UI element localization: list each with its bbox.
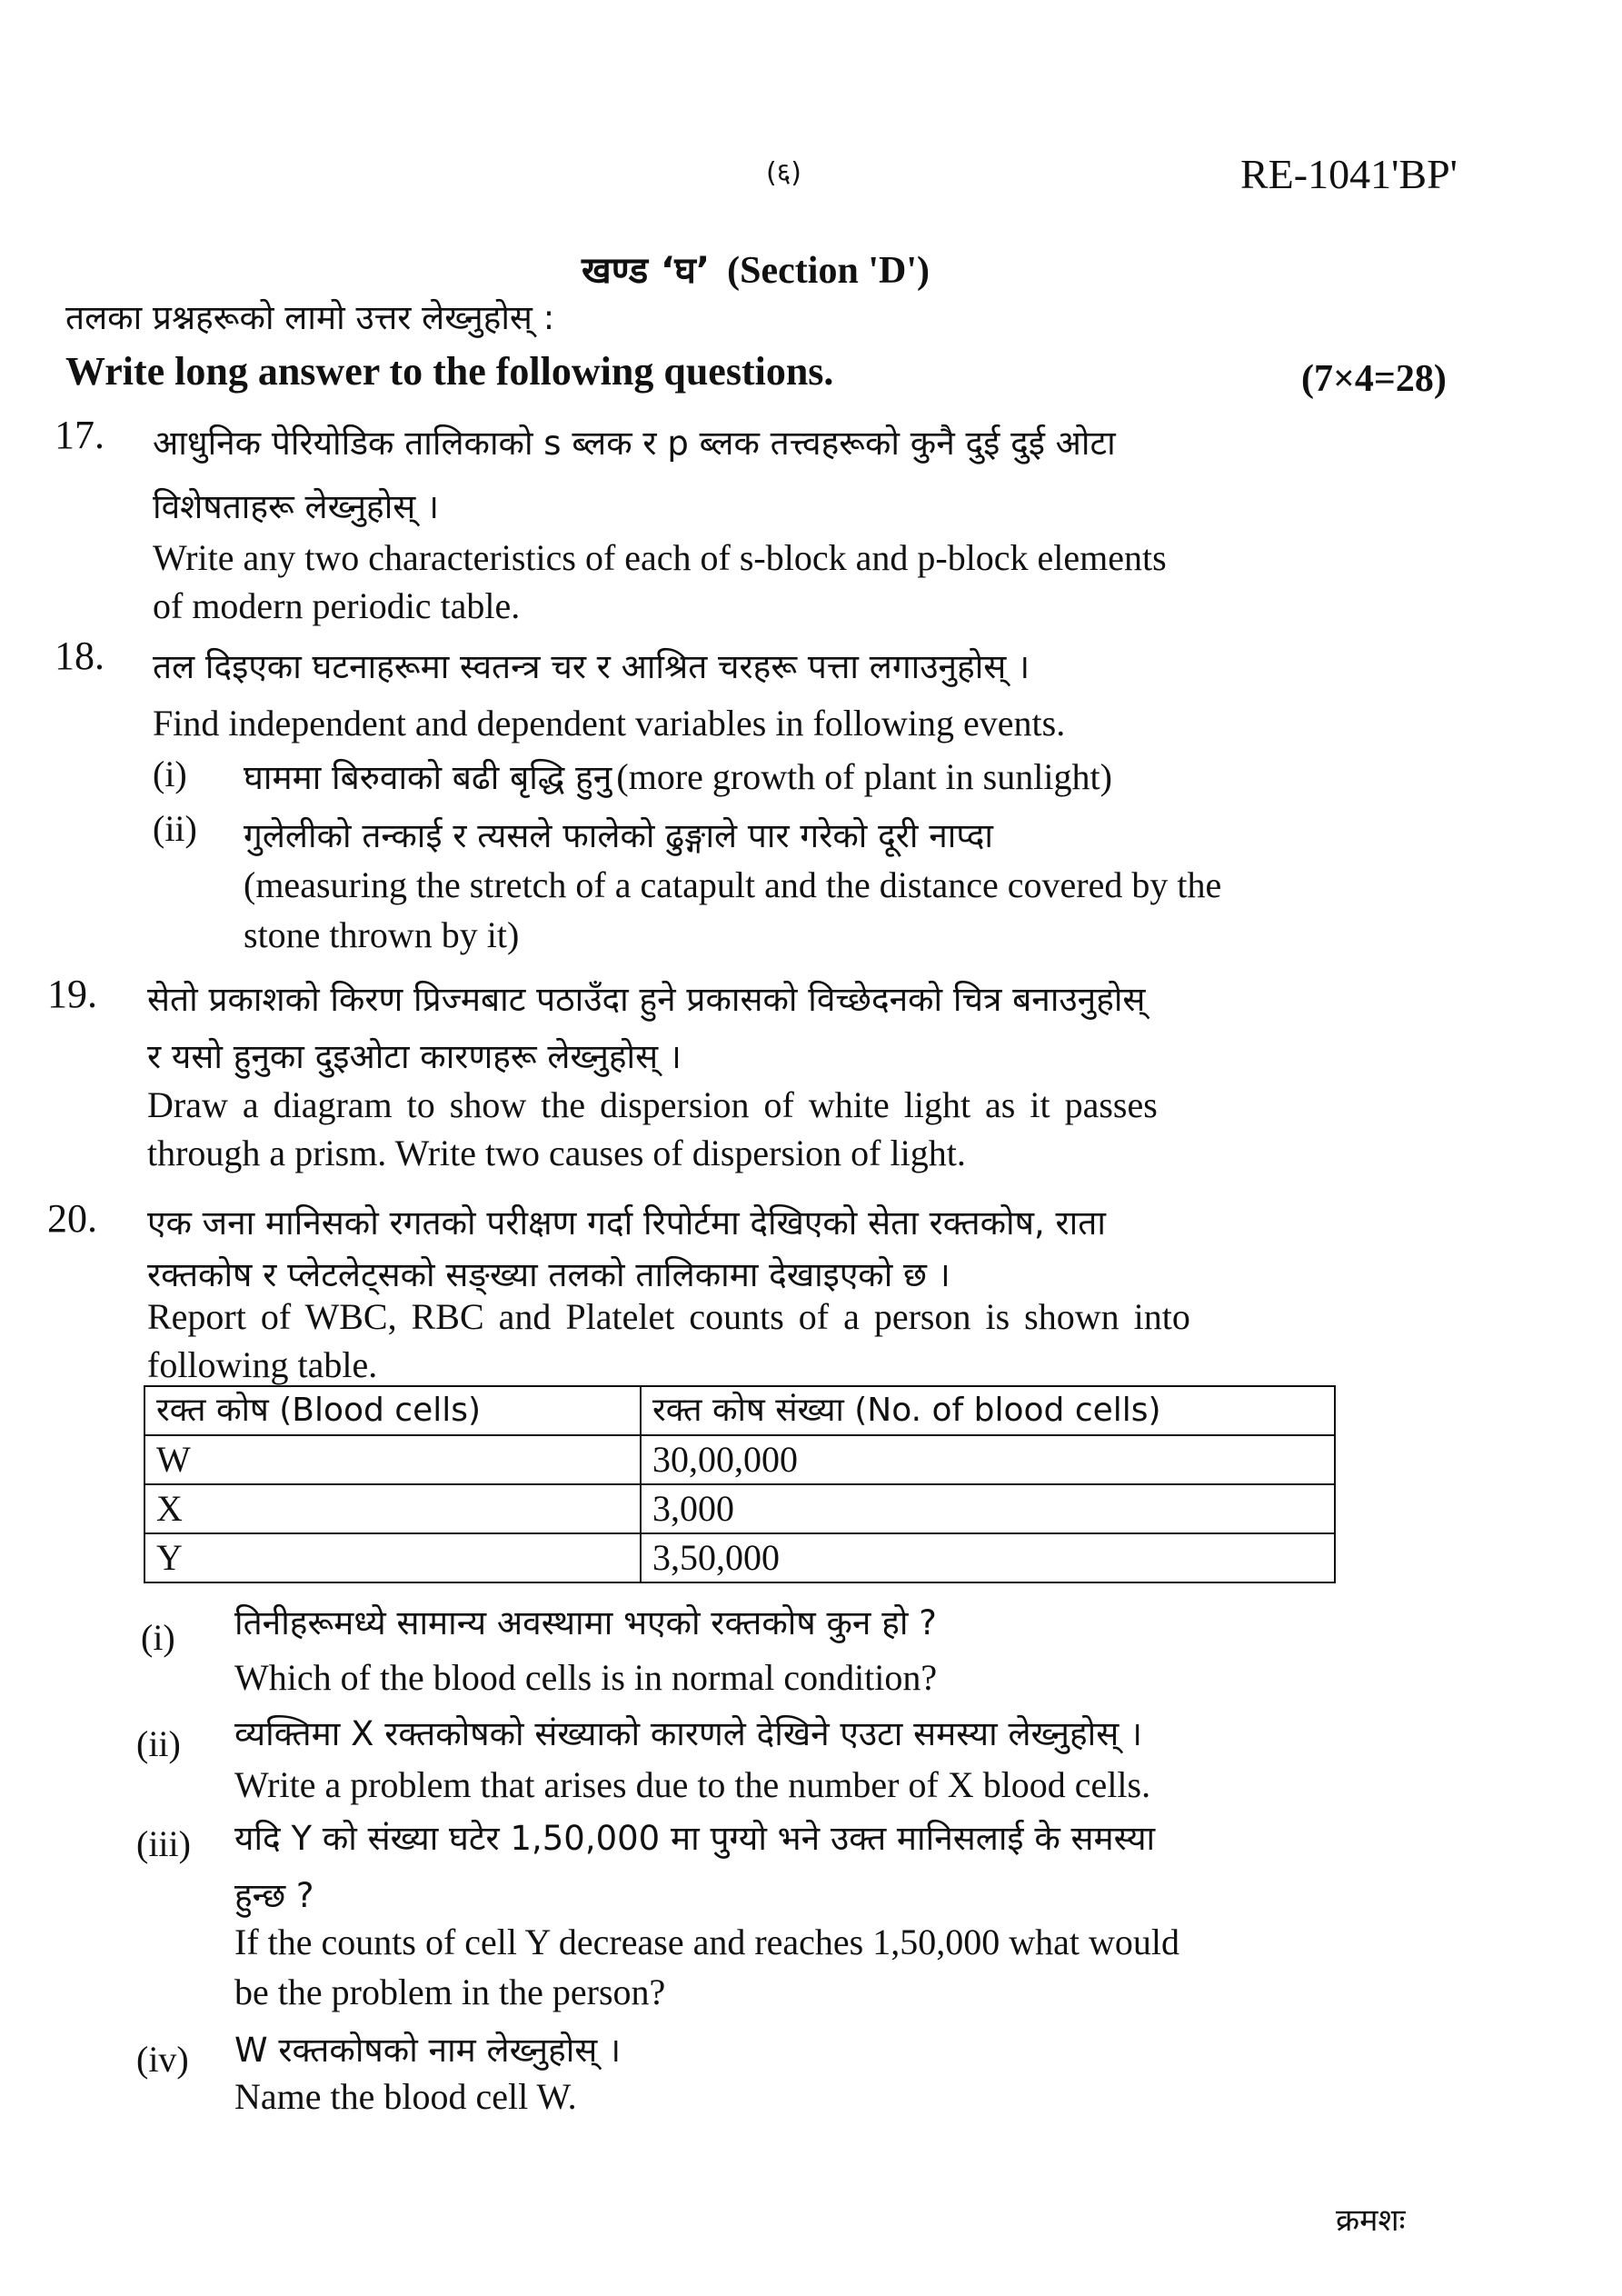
- section-title: [582, 244, 930, 294]
- q20-en-line1: Report of WBC, RBC and Platelet counts of a person is shown into: [147, 1296, 1190, 1337]
- q18-item-1-en: (more growth of plant in sunlight): [616, 756, 1112, 797]
- q20-np-line2: रक्तकोष र प्लेटलेट्सको सङ्ख्या तलको तालिकामा देखाइएको छ ।: [147, 1255, 950, 1294]
- q20-sub-1-np: तिनीहरूमध्ये सामान्य अवस्थामा भएको रक्तकोष कुन हो ?: [234, 1603, 937, 1642]
- q18-item-1-np: घाममा बिरुवाको बढी बृद्धि हुनु: [244, 758, 612, 797]
- table-cell: W: [144, 1435, 641, 1484]
- q18-en: Find independent and dependent variables in following events.: [153, 703, 1066, 744]
- table-row: [144, 1533, 1335, 1582]
- q18-item-2-label: (ii): [153, 808, 197, 849]
- question-number-17: 17.: [55, 413, 104, 457]
- table-cell: X: [144, 1484, 641, 1533]
- table-cell: 30,00,000: [641, 1435, 1335, 1484]
- instruction-np: तलका प्रश्नहरूको लामो उत्तर लेख्नुहोस् :: [65, 298, 555, 337]
- q18-item-1-label: (i): [153, 754, 187, 794]
- q18-item-2-en-line1: (measuring the stretch of a catapult and the distance covered by the: [244, 864, 1222, 905]
- instruction-en: Write long answer to the following questions.: [65, 349, 834, 394]
- q19-en-line2: through a prism. Write two causes of dispersion of light.: [147, 1133, 966, 1173]
- table-cell: 3,000: [641, 1484, 1335, 1533]
- q17-np-line1: आधुनिक पेरियोडिक तालिकाको s ब्लक र p ब्लक तत्त्वहरूको कुनै दुई दुई ओटा: [153, 424, 1116, 463]
- question-number-20: 20.: [47, 1196, 97, 1241]
- q20-sub-1-en: Which of the blood cells is in normal condition?: [234, 1657, 938, 1698]
- q20-sub-3-np-line1: यदि Y को संख्या घटेर 1,50,000 मा पुग्यो भने उक्त मानिसलाई के समस्या: [234, 1819, 1156, 1858]
- q18-item-1: [244, 753, 1112, 799]
- table-header-row: [144, 1386, 1335, 1435]
- q20-sub-2-en: Write a problem that arises due to the number of X blood cells.: [234, 1764, 1151, 1805]
- q19-np-line1: सेतो प्रकाशको किरण प्रिज्मबाट पठाउँदा हुने प्रकासको विच्छेदनको चित्र बनाउनुहोस्: [147, 980, 1146, 1019]
- question-number-19: 19.: [47, 972, 97, 1016]
- q17-en-line2: of modern periodic table.: [153, 585, 521, 626]
- section-title-en: (Section 'D'): [727, 250, 930, 292]
- marks: (7×4=28): [1301, 358, 1447, 400]
- table-cell: 3,50,000: [641, 1533, 1335, 1582]
- paper-code: RE-1041'BP': [1240, 151, 1458, 197]
- q19-np-line2: र यसो हुनुका दुइओटा कारणहरू लेख्नुहोस् ।: [147, 1037, 682, 1076]
- q18-item-2-np: गुलेलीको तन्काई र त्यसले फालेको ढुङ्गाले पार गरेको दूरी नाप्दा: [244, 816, 993, 855]
- q20-sub-3-np-line2: हुन्छ ?: [234, 1876, 314, 1915]
- q20-sub-2-np: व्यक्तिमा X रक्तकोषको संख्याको कारणले देखिने एउटा समस्या लेख्नुहोस् ।: [234, 1714, 1142, 1753]
- q18-item-2-en-line2: stone thrown by it): [244, 914, 520, 955]
- table-header-cell: रक्त कोष (Blood cells): [144, 1386, 641, 1435]
- question-number-18: 18.: [55, 634, 104, 678]
- q20-sub-1-label: (i): [141, 1617, 175, 1658]
- table-header-cell: रक्त कोष संख्या (No. of blood cells): [641, 1386, 1335, 1435]
- q17-np-line2: विशेषताहरू लेख्नुहोस् ।: [153, 487, 440, 526]
- section-title-np: खण्ड ‘घ’: [582, 250, 711, 292]
- page-number: (६): [766, 157, 802, 189]
- q20-sub-3-en-line2: be the problem in the person?: [234, 1972, 666, 2012]
- q20-sub-2-label: (ii): [136, 1723, 181, 1764]
- blood-cell-table: [144, 1385, 1336, 1583]
- q20-sub-4-np: W रक्तकोषको नाम लेख्नुहोस् ।: [234, 2031, 622, 2070]
- continued-note: क्रमशः: [1336, 2202, 1406, 2239]
- q20-sub-3-en-line1: If the counts of cell Y decrease and reaches 1,50,000 what would: [234, 1922, 1179, 1962]
- q20-en-line2: following table.: [147, 1344, 378, 1385]
- table-row: [144, 1435, 1335, 1484]
- table-row: [144, 1484, 1335, 1533]
- q20-sub-4-en: Name the blood cell W.: [234, 2076, 577, 2117]
- q20-sub-4-label: (iv): [136, 2039, 189, 2080]
- q20-np-line1: एक जना मानिसको रगतको परीक्षण गर्दा रिपोर्टमा देखिएको सेता रक्तकोष, राता: [147, 1203, 1106, 1243]
- table-cell: Y: [144, 1533, 641, 1582]
- q20-sub-3-label: (iii): [136, 1823, 191, 1864]
- q18-np: तल दिइएका घटनाहरूमा स्वतन्त्र चर र आश्रित चरहरू पत्ता लगाउनुहोस् ।: [153, 647, 1030, 686]
- q19-en-line1: Draw a diagram to show the dispersion of white light as it passes: [147, 1084, 1158, 1125]
- q17-en-line1: Write any two characteristics of each of s-block and p-block elements: [153, 537, 1167, 578]
